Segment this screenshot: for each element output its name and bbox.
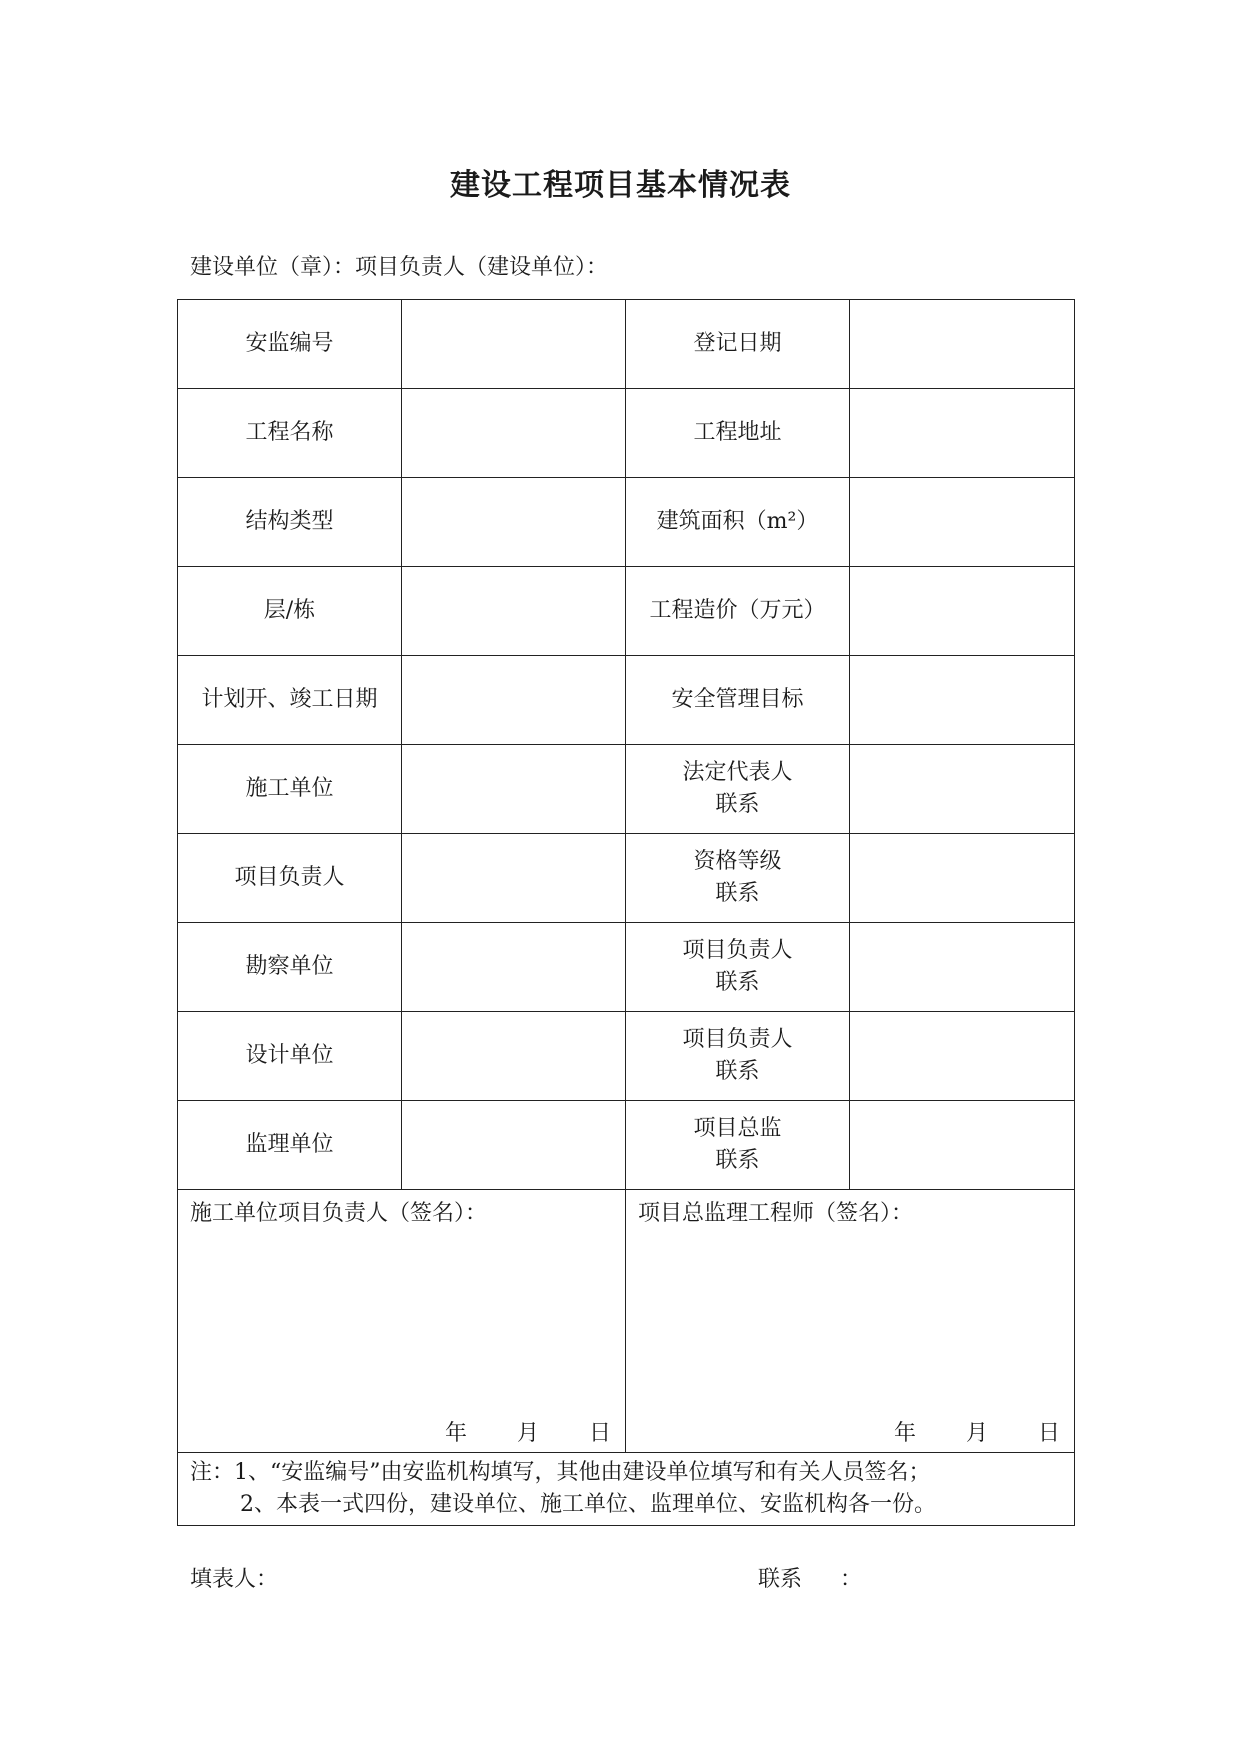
right-value-cell[interactable] (850, 745, 1075, 834)
year-label: 年 (893, 1421, 916, 1446)
cell-label-line: 项目负责人 (682, 1027, 793, 1052)
contact-field (758, 1562, 862, 1593)
contractor-signature-cell[interactable] (178, 1190, 626, 1453)
project-info-table (177, 299, 1075, 1526)
cell-label-line: 安全管理目标 (671, 687, 804, 712)
cell-label-line: 项目总监 (693, 1116, 782, 1141)
cell-label-line: 项目负责人 (682, 938, 793, 963)
cell-label-line: 联系 (715, 792, 760, 817)
note-line-1: 注：1、“安监编号”由安监机构填写，其他由建设单位填写和有关人员签名； (190, 1460, 931, 1485)
cell-label-line: 登记日期 (693, 331, 782, 356)
left-value-cell[interactable] (402, 1101, 626, 1190)
cell-label-line: 层/栋 (263, 598, 316, 623)
cell-label-line: 安监编号 (245, 331, 334, 356)
contact-colon: ： (840, 1567, 863, 1592)
day-label: 日 (588, 1421, 611, 1446)
cell-label-line: 工程名称 (245, 420, 334, 445)
left-value-cell[interactable] (402, 300, 626, 389)
right-label-cell (626, 300, 850, 389)
left-value-cell[interactable] (402, 1012, 626, 1101)
cell-label-line: 资格等级 (693, 849, 782, 874)
right-label-cell (626, 389, 850, 478)
right-value-cell[interactable] (850, 478, 1075, 567)
right-label-cell (626, 478, 850, 567)
left-label-cell (178, 478, 402, 567)
right-label-cell (626, 1101, 850, 1190)
right-value-cell[interactable] (850, 923, 1075, 1012)
right-value-cell[interactable] (850, 389, 1075, 478)
notes-cell (178, 1453, 1075, 1526)
cell-label-line: 法定代表人 (682, 760, 793, 785)
left-value-cell[interactable] (402, 834, 626, 923)
table-row (178, 745, 1075, 834)
right-value-cell[interactable] (850, 567, 1075, 656)
left-value-cell[interactable] (402, 656, 626, 745)
right-label-cell (626, 567, 850, 656)
right-label-cell (626, 656, 850, 745)
right-label-cell (626, 923, 850, 1012)
cell-label-line: 工程造价（万元） (649, 598, 826, 623)
left-value-cell[interactable] (402, 478, 626, 567)
cell-label-line: 工程地址 (693, 420, 782, 445)
cell-label-line: 联系 (715, 1059, 760, 1084)
left-value-cell[interactable] (402, 567, 626, 656)
table-row (178, 656, 1075, 745)
cell-label-line: 联系 (715, 970, 760, 995)
table-row (178, 300, 1075, 389)
contact-label: 联系 (758, 1567, 803, 1592)
left-value-cell[interactable] (402, 745, 626, 834)
cell-label-line: 联系 (715, 881, 760, 906)
note-line-2: 2、本表一式四份，建设单位、施工单位、监理单位、安监机构各一份。 (240, 1492, 936, 1517)
left-label-cell (178, 1012, 402, 1101)
year-label: 年 (444, 1421, 467, 1446)
left-label-cell (178, 834, 402, 923)
table-row (178, 834, 1075, 923)
page-title: 建设工程项目基本情况表 (450, 168, 791, 203)
table-row (178, 478, 1075, 567)
left-value-cell[interactable] (402, 389, 626, 478)
table-row (178, 1101, 1075, 1190)
filler-label: 填表人： (190, 1567, 279, 1592)
right-value-cell[interactable] (850, 656, 1075, 745)
table-row (178, 1012, 1075, 1101)
table-row (178, 567, 1075, 656)
contractor-signature-label: 施工单位项目负责人（签名）： (190, 1201, 488, 1226)
left-label-cell (178, 923, 402, 1012)
right-value-cell[interactable] (850, 300, 1075, 389)
month-label: 月 (965, 1421, 988, 1446)
left-label-cell (178, 656, 402, 745)
cell-label-line: 项目负责人 (234, 865, 345, 890)
table-row (178, 923, 1075, 1012)
right-value-cell[interactable] (850, 1012, 1075, 1101)
left-label-cell (178, 567, 402, 656)
left-label-cell (178, 1101, 402, 1190)
supervisor-signature-cell[interactable] (626, 1190, 1075, 1453)
contractor-signature-date (395, 1418, 611, 1450)
cell-label-line: 结构类型 (245, 509, 334, 534)
header-info: 建设单位（章）：项目负责人（建设单位）： (190, 255, 609, 280)
table-row (178, 389, 1075, 478)
right-label-cell (626, 834, 850, 923)
month-label: 月 (516, 1421, 539, 1446)
day-label: 日 (1037, 1421, 1060, 1446)
right-label-cell (626, 745, 850, 834)
supervisor-signature-date (844, 1418, 1060, 1450)
left-label-cell (178, 300, 402, 389)
left-label-cell (178, 745, 402, 834)
left-value-cell[interactable] (402, 923, 626, 1012)
cell-label-line: 建筑面积（m²） (656, 509, 819, 534)
table-body (178, 300, 1075, 1190)
cell-label-line: 计划开、竣工日期 (201, 687, 378, 712)
cell-label-line: 联系 (715, 1148, 760, 1173)
left-label-cell (178, 389, 402, 478)
cell-label-line: 监理单位 (245, 1132, 334, 1157)
right-value-cell[interactable] (850, 1101, 1075, 1190)
supervisor-signature-label: 项目总监理工程师（签名）： (638, 1201, 914, 1226)
right-value-cell[interactable] (850, 834, 1075, 923)
cell-label-line: 施工单位 (245, 776, 334, 801)
cell-label-line: 设计单位 (245, 1043, 334, 1068)
cell-label-line: 勘察单位 (245, 954, 334, 979)
right-label-cell (626, 1012, 850, 1101)
